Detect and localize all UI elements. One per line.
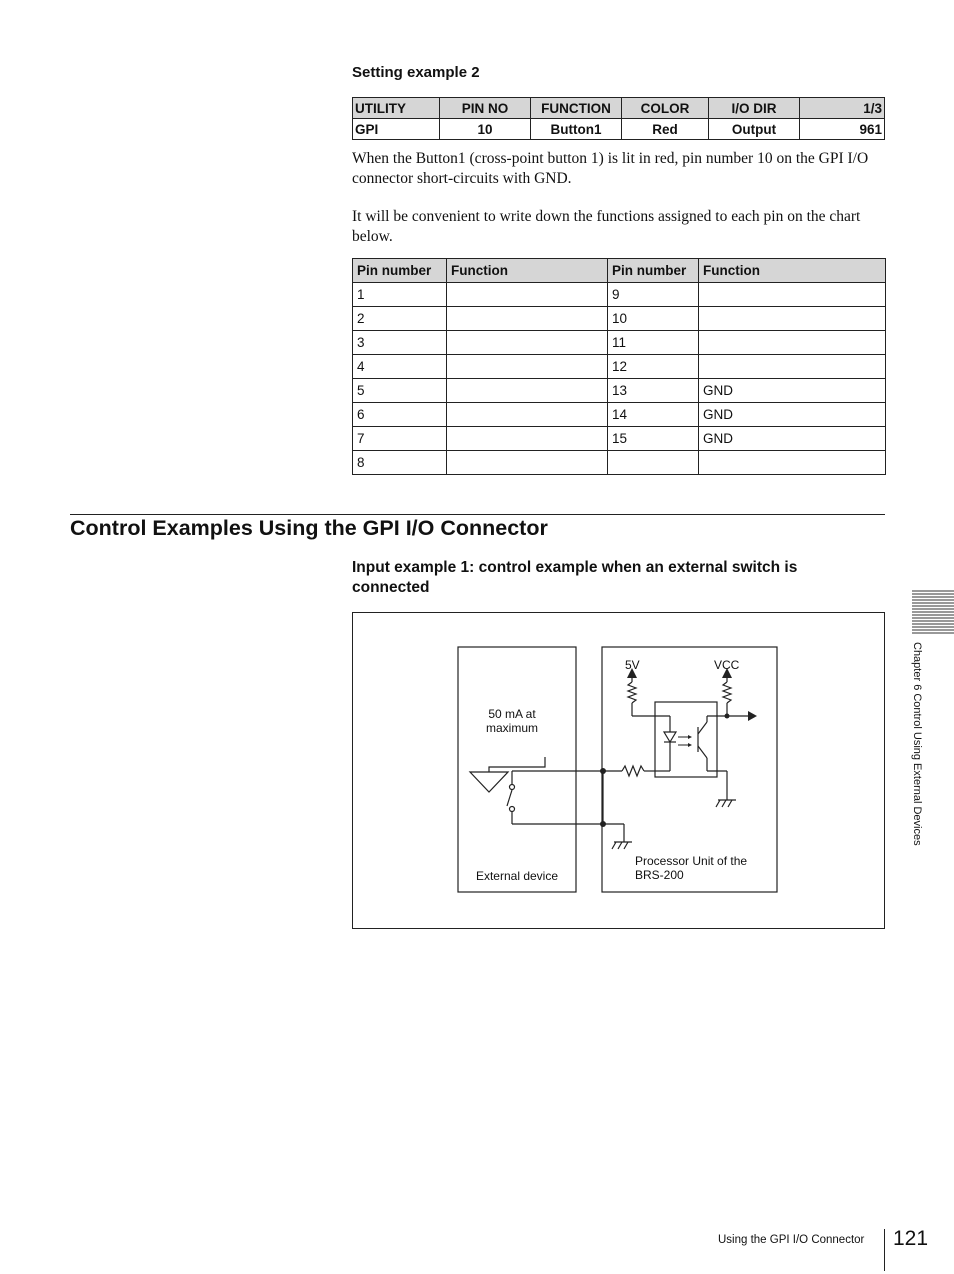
- switch-contact-icon: [510, 785, 515, 790]
- table-cell: [447, 355, 608, 379]
- setting-example-table: [352, 97, 885, 140]
- label-vcc: VCC: [714, 658, 740, 672]
- current-label-line1: 50 mA at: [488, 707, 536, 721]
- junction-dot: [600, 821, 606, 827]
- table-cell: 4: [353, 355, 447, 379]
- table-row: [353, 98, 885, 119]
- table-cell: 11: [608, 331, 699, 355]
- pin-table-body: [353, 283, 886, 475]
- table-cell: 8: [353, 451, 447, 475]
- external-device-box: [458, 647, 576, 892]
- table-cell: UTILITY: [353, 98, 440, 119]
- table-cell: [699, 451, 886, 475]
- chapter-tab-stripes: [912, 590, 954, 634]
- table-cell: Button1: [531, 119, 622, 140]
- table-row: [353, 119, 885, 140]
- chapter-side-label: [910, 642, 926, 872]
- table-cell: Red: [622, 119, 709, 140]
- table-row: [353, 379, 886, 403]
- footer-section-name: Using the GPI I/O Connector: [718, 1234, 865, 1246]
- junction-dot: [725, 714, 730, 719]
- table-cell: GND: [699, 403, 886, 427]
- table-cell: [447, 283, 608, 307]
- table-row: [353, 403, 886, 427]
- external-device-label: External device: [475, 869, 559, 883]
- pin-function-table: [352, 258, 886, 475]
- table-cell: Output: [709, 119, 800, 140]
- setting-example-heading: Setting example 2: [352, 64, 480, 81]
- table-cell: [447, 379, 608, 403]
- table-header-row: [353, 259, 886, 283]
- table-row: [353, 331, 886, 355]
- table-cell: [699, 355, 886, 379]
- table-cell: [447, 403, 608, 427]
- table-cell: 10: [608, 307, 699, 331]
- header-function: Function: [447, 259, 608, 283]
- table-cell: 5: [353, 379, 447, 403]
- table-cell: PIN NO: [440, 98, 531, 119]
- table-cell: 15: [608, 427, 699, 451]
- table-cell: GND: [699, 379, 886, 403]
- table-cell: GND: [699, 427, 886, 451]
- table-row: [353, 451, 886, 475]
- table-cell: 1/3: [800, 98, 885, 119]
- table-row: [353, 283, 886, 307]
- switch-lever-icon: [507, 790, 512, 806]
- current-label-line2: maximum: [485, 721, 539, 735]
- page-number: 121: [893, 1227, 929, 1250]
- circuit-diagram: [352, 612, 885, 929]
- table-cell: 961: [800, 119, 885, 140]
- table-cell: [608, 451, 699, 475]
- footer-divider: [884, 1229, 885, 1271]
- table-cell: [447, 331, 608, 355]
- arrow-right-icon: [748, 711, 757, 721]
- table-cell: [447, 451, 608, 475]
- resistor-icon: [622, 766, 644, 776]
- table-cell: 3: [353, 331, 447, 355]
- table-cell: [447, 307, 608, 331]
- table-cell: [699, 307, 886, 331]
- input-example-heading: Input example 1: control example when an external switch is connected: [352, 559, 798, 596]
- table-cell: 14: [608, 403, 699, 427]
- led-icon: [664, 732, 676, 742]
- table-cell: COLOR: [622, 98, 709, 119]
- table-cell: [447, 427, 608, 451]
- optocoupler-box: [655, 702, 717, 777]
- header-pin-number: Pin number: [608, 259, 699, 283]
- paragraph-chart-note: It will be convenient to write down the functions assigned to each pin on the chart below.: [352, 208, 861, 245]
- resistor-icon: [723, 682, 731, 703]
- table-cell: 13: [608, 379, 699, 403]
- label-5v: 5V: [625, 658, 640, 672]
- table-cell: [699, 331, 886, 355]
- switch-contact-icon: [510, 807, 515, 812]
- table-cell: GPI: [353, 119, 440, 140]
- table-cell: 7: [353, 427, 447, 451]
- table-row: [353, 355, 886, 379]
- processor-label-line2: BRS-200: [635, 868, 684, 882]
- table-row: [353, 427, 886, 451]
- table-cell: I/O DIR: [709, 98, 800, 119]
- chapter-label-text: Chapter 6 Control Using External Devices: [911, 642, 923, 846]
- section-rule: [70, 514, 885, 515]
- table-cell: 10: [440, 119, 531, 140]
- table-cell: 6: [353, 403, 447, 427]
- table-cell: 12: [608, 355, 699, 379]
- table-cell: 1: [353, 283, 447, 307]
- table-cell: [699, 283, 886, 307]
- table-cell: FUNCTION: [531, 98, 622, 119]
- junction-dot: [600, 768, 606, 774]
- header-function: Function: [699, 259, 886, 283]
- paragraph-button1: When the Button1 (cross-point button 1) is lit in red, pin number 10 on the GPI I/O connector short-circuits with GND.: [352, 150, 869, 187]
- section-title: Control Examples Using the GPI I/O Connector: [70, 516, 548, 540]
- resistor-icon: [628, 682, 636, 703]
- processor-label-line1: Processor Unit of the: [635, 854, 748, 868]
- header-pin-number: Pin number: [353, 259, 447, 283]
- table-cell: 9: [608, 283, 699, 307]
- table-row: [353, 307, 886, 331]
- current-arrow-icon: [470, 757, 545, 792]
- table-cell: 2: [353, 307, 447, 331]
